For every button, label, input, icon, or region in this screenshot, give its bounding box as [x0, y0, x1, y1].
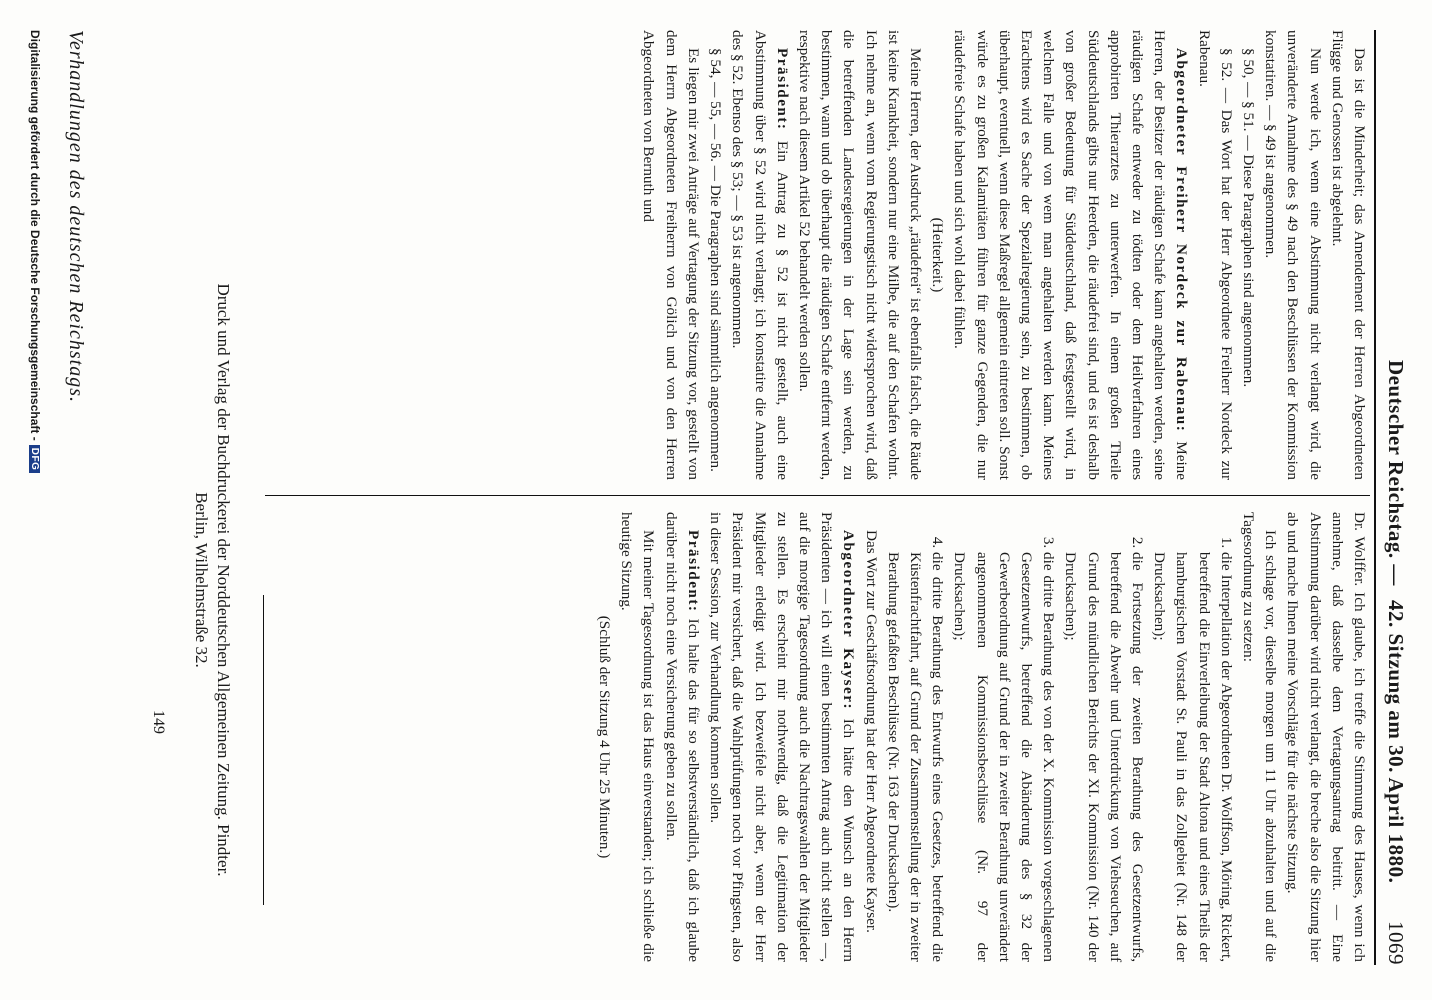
speech-text: Ich hätte den Wunsch an den Herrn Präsidenten — ich will einen bestimmten Antrag auch nicht stellen —, auf die morgige Tagesordnung auch die Nachtragswahlen der Mitglieder zu stellen. Es erscheint mir nothwendig, daß die Legitimation der Mitglieder erledigt wird. Ich bezweifele nicht aber, wenn der Herr Präsident mir versichert, daß die Wahlprüfungen noch vor Pfingsten, also in dieser Session, zur Verhandlung kommen sollen. [707, 512, 858, 963]
agenda-item: 1. die Interpellation der Abgeordneten Dr. Wolffson, Möring, Rickert, betreffend die Einverleibung der Stadt Altona und eines Theils der hamburgischen Vorstadt St. Pauli in das Zollgebiet (Nr. 148 der Drucksachen); [1148, 552, 1237, 962]
page-footer [12, 30, 242, 970]
speech [704, 512, 859, 962]
agenda-item: 4. die dritte Berathung des Entwurfs eines Gesetzes, betreffend die Küstenfrachtfahrt, auf Grund der Zusammenstellung der in zweiter Berathung gefaßten Beschlüsse (Nr. 163 der Drucksachen). [882, 552, 949, 962]
paragraph: § 54, — 55, — 56. — Die Paragraphen sind sämmtlich angenommen. [707, 48, 725, 472]
header-rule [1374, 30, 1376, 965]
page-header [1378, 30, 1412, 965]
interjection: (Heiterkeit.) [929, 217, 947, 293]
paragraph: Das ist die Minderheit; das Amendement der Herren Abgeordneten Flügge und Genossen ist abgelehnt. [1328, 30, 1368, 480]
paragraph: Mit meiner Tagesordnung ist das Haus einverstanden; ich schließe die heutige Sitzung. [618, 512, 658, 962]
paragraph: § 52. — Das Wort hat der Herr Abgeordnete Freiherr Nordeck zur Rabenau. [1195, 30, 1235, 480]
footer-rule [263, 595, 264, 905]
publisher-imprint [190, 190, 234, 970]
left-column [637, 30, 1370, 480]
paragraph: Es liegen mir zwei Anträge auf Vertagung der Sitzung vor, gestellt von dem Herrn Abgeordneten Freiherrn von Gölich und von den Herren Abgeordneten von Bernuth und [640, 30, 702, 480]
speech-text: Ich halte das für so selbstverständlich, daß ich glaube darüber nicht noch eine Versicherung geben zu sollen. [662, 512, 702, 962]
paragraph: Dr. Wolffer. Ich glaube, ich treffe die Stimmung des Hauses, wenn ich annehme, daß dasselbe dem Vertagungsantrag beitritt. — Eine Abstimmung darüber wird nicht verlangt, die breche also die Sitzung hier ab und mache Ihnen meine Vorschläge für die nächste Sitzung. [1284, 512, 1368, 962]
column-divider [265, 495, 1370, 496]
speaker-name: Präsident: [773, 48, 791, 131]
speech [726, 30, 793, 480]
paragraph: Meine Herren, der Ausdruck „räudefrei“ ist ebenfalls falsch, die Räude ist keine Krankheit, sondern nur eine Milbe, die auf den Schafen wohnt. Ich nehme an, wenn vom Regierungstisch nicht widersprochen wird, daß die betreffenden Landesregierungen in der Lage sein werden, zu bestimmen, wann und ob überhaupt die räudigen Schafe entfernt werden, respektive nach diesem Artikel 52 behandelt werden sollen. [795, 30, 924, 480]
speech [948, 30, 1192, 480]
closing-note: (Schluß der Sitzung 4 Uhr 25 Minuten.) [596, 615, 614, 859]
footer-page-number: 149 [150, 710, 167, 734]
agenda-item: 2. die Fortsetzung der zweiten Berathung des Gesetzentwurfs, betreffend die Abwehr und Unterdrückung von Viehseuchen, auf Grund des mündlichen Berichts der XI. Kommission (Nr. 140 der Drucksachen); [1059, 552, 1148, 962]
paragraph: § 50, — § 51. — Diese Paragraphen sind angenommen. [1239, 48, 1257, 388]
header-session: 42. Sitzung am 30. April 1880. [1384, 600, 1408, 884]
speech-text: Meine Herren, der Besitzer der räudigen Schafe kann angehalten werden, seine räudigen Schafe entweder zu tödten oder dem Heilverfahren eines approbirten Thierarztes zu unterwerfen. In einem großen Theile Süddeutschlands gibts nur Heerden, die räudefrei sind, und es ist deshalb von großer Bedeutung für Süddeutschland, daß festgestellt wird, in welchem Falle und von wem man angehalten werden kann. Meines Erachtens wird es Sache der Spezialregierung sein, zu bestimmen, ob überhaupt, eventuell, wenn diese Maßregel allgemein eintreten soll. Sonst würde es zu großen Kalamitäten führen für ganze Gegenden, die nur räudefreie Schafe haben und sich wohl dabei fühlen. [951, 30, 1191, 481]
speaker-name: Abgeordneter Freiherr Nordeck zur Rabenau: [1173, 48, 1191, 433]
publisher-line: Berlin, Wilhelmstraße 32. [192, 492, 211, 668]
journal-title: Verhandlungen des deutschen Reichstags. [65, 30, 87, 404]
header-page-number: 1069 [1384, 921, 1408, 965]
agenda-list [882, 512, 1237, 962]
speaker-name: Abgeordneter Kayser: [840, 530, 858, 711]
paragraph: Ich schlage vor, dieselbe morgen um 11 Uhr abzuhalten und auf die Tagesordnung zu setzen: [1239, 512, 1280, 962]
speech [660, 512, 704, 962]
paragraph: Nun werde ich, wenn eine Abstimmung nicht verlangt wird, die unveränderte Annahme des § 49 nach den Beschlüssen der Kommission konstatiren. — § 49 ist angenommen. [1262, 30, 1324, 480]
dfg-logo: DFG [29, 445, 40, 474]
right-column [593, 512, 1370, 962]
digitization-note: Digitalisierung gefördert durch die Deutsche Forschungsgemeinschaft - [28, 30, 42, 441]
paragraph: Das Wort zur Geschäftsordnung hat der Herr Abgeordnete Kayser. [862, 530, 880, 933]
publisher-line: Druck und Verlag der Buchdruckerei der Norddeutschen Allgemeinen Zeitung. Pindter. [214, 283, 233, 877]
header-title: Deutscher Reichstag. — [1384, 360, 1408, 586]
digitization-credit [28, 30, 42, 473]
speech-text: Ein Antrag zu § 52 ist nicht gestellt, auch eine Abstimmung über § 52 wird nicht verlangt; ich konstatire die Annahme des § 52. Ebenso des § 53; — § 53 ist angenommen. [729, 30, 791, 481]
speaker-name: Präsident: [684, 530, 702, 613]
agenda-item: 3. die dritte Berathung des von der X. Kommission vorgeschlagenen Gesetzentwurfs, betreffend die Abänderung des § 32 der Gewerbeordnung auf Grund der in zweiter Berathung unverändert angenommenen Kommissionsbeschlüsse (Nr. 97 der Drucksachen); [948, 552, 1059, 962]
